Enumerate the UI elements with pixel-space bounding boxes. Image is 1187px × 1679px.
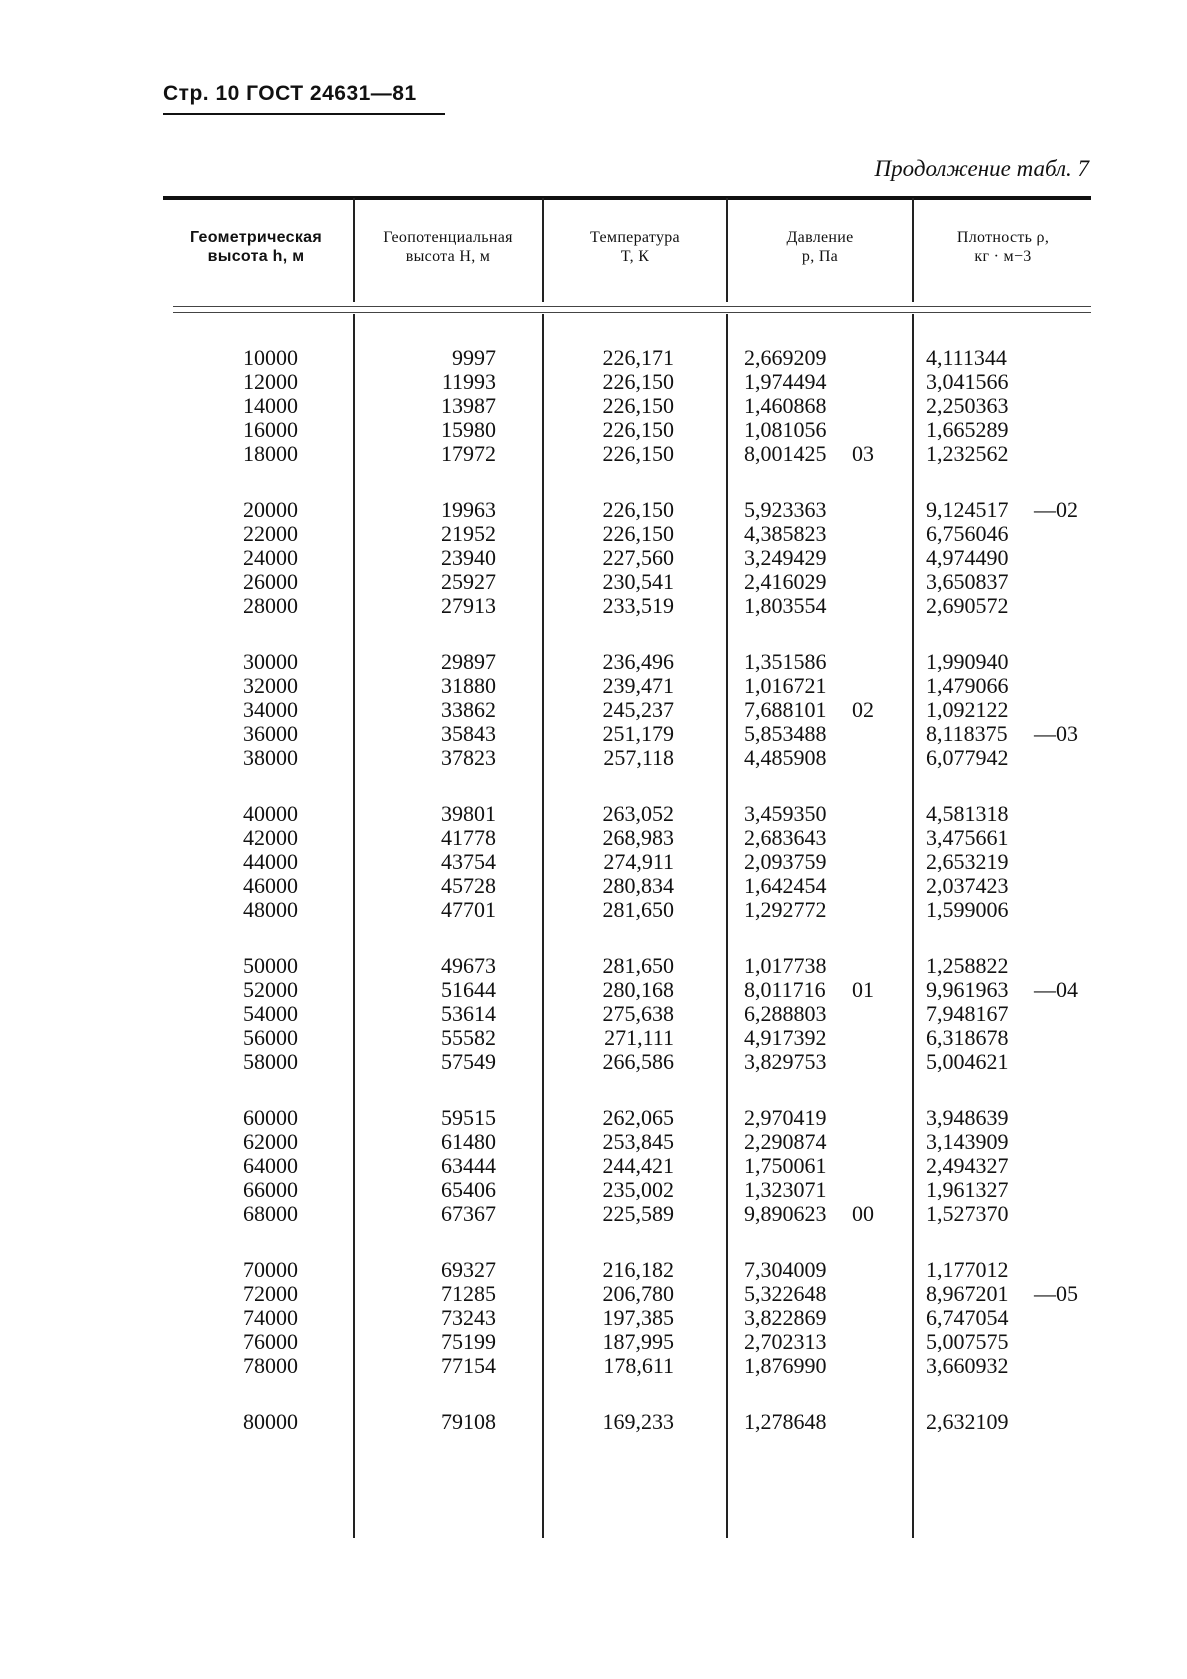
table-cell-rho: 1,258822 <box>926 953 1009 978</box>
table-cell-h: 26000 <box>243 569 298 594</box>
column-header-density <box>915 228 1091 266</box>
table-cell-T: 280,168 <box>602 977 674 1002</box>
table-cell-p: 1,974494 <box>744 369 827 394</box>
table-cell-h: 46000 <box>243 873 298 898</box>
table-cell-T: 274,911 <box>603 849 674 874</box>
table-row <box>0 978 1187 1002</box>
table-top-rule <box>163 196 1091 200</box>
table-cell-T: 281,650 <box>602 953 674 978</box>
table-cell-T: 262,065 <box>602 1105 674 1130</box>
table-cell-H: 71285 <box>441 1281 496 1306</box>
table-cell-rho: 3,650837 <box>926 569 1009 594</box>
table-cell-T: 268,983 <box>602 825 674 850</box>
column-header-line: T, К <box>620 248 650 265</box>
table-cell-p: 4,485908 <box>744 745 827 770</box>
table-cell-H: 27913 <box>441 593 496 618</box>
table-cell-h: 36000 <box>243 721 298 746</box>
table-cell-rho: 2,632109 <box>926 1409 1009 1434</box>
table-cell-H: 59515 <box>441 1105 496 1130</box>
table-row <box>0 850 1187 874</box>
page-header: Стр. 10 ГОСТ 24631—81 <box>163 82 445 115</box>
table-cell-H: 33862 <box>441 697 496 722</box>
table-row <box>0 746 1187 770</box>
table-cell-h: 10000 <box>243 345 298 370</box>
table-cell-T: 244,421 <box>602 1153 674 1178</box>
table-cell-rho: 4,111344 <box>926 345 1007 370</box>
table-row <box>0 874 1187 898</box>
table-row-group <box>0 346 1187 466</box>
table-row-group <box>0 1258 1187 1378</box>
column-header-line: Геометрическая <box>189 229 322 246</box>
table-cell-p: 5,322648 <box>744 1281 827 1306</box>
column-header-line: p, Па <box>801 248 839 265</box>
table-cell-rho: 1,961327 <box>926 1177 1009 1202</box>
table-cell-p: 1,292772 <box>744 897 827 922</box>
table-cell-T: 227,560 <box>602 545 674 570</box>
column-header-line: Температура <box>590 229 680 246</box>
table-row <box>0 1026 1187 1050</box>
table-row <box>0 1050 1187 1074</box>
table-cell-T: 239,471 <box>602 673 674 698</box>
table-row <box>0 802 1187 826</box>
table-cell-rho: 2,250363 <box>926 393 1009 418</box>
table-row <box>0 346 1187 370</box>
table-cell-T: 169,233 <box>602 1409 674 1434</box>
table-cell-p: 6,288803 <box>744 1001 827 1026</box>
table-cell-rho: 1,527370 <box>926 1201 1009 1226</box>
table-cell-p: 1,016721 <box>744 673 827 698</box>
table-cell-h: 52000 <box>243 977 298 1002</box>
table-cell-p: 1,081056 <box>744 417 827 442</box>
table-cell-T: 235,002 <box>602 1177 674 1202</box>
column-divider <box>912 198 914 302</box>
table-cell-T: 251,179 <box>602 721 674 746</box>
column-header-line: высота h, м <box>207 248 305 265</box>
table-cell-h: 20000 <box>243 497 298 522</box>
table-cell-rho: 8,118375 <box>926 721 1008 746</box>
table-cell-H: 23940 <box>441 545 496 570</box>
table-row-group <box>0 1106 1187 1226</box>
table-cell-H: 69327 <box>441 1257 496 1282</box>
column-header-line: высота H, м <box>405 248 491 265</box>
table-cell-h: 18000 <box>243 441 298 466</box>
table-cell-p: 3,459350 <box>744 801 827 826</box>
table-continuation-caption: Продолжение табл. 7 <box>874 156 1089 181</box>
table-cell-rho: 7,948167 <box>926 1001 1009 1026</box>
table-cell-rho: 2,037423 <box>926 873 1009 898</box>
table-cell-T: 226,171 <box>602 345 674 370</box>
table-cell-h: 54000 <box>243 1001 298 1026</box>
table-cell-H: 15980 <box>441 417 496 442</box>
table-row <box>0 954 1187 978</box>
table-cell-H: 77154 <box>441 1353 496 1378</box>
table-cell-rho: 3,948639 <box>926 1105 1009 1130</box>
table-cell-re: —02 <box>1034 497 1078 522</box>
table-cell-pe: 01 <box>852 977 874 1002</box>
table-cell-T: 245,237 <box>602 697 674 722</box>
table-cell-H: 31880 <box>441 673 496 698</box>
table-cell-T: 226,150 <box>602 521 674 546</box>
table-cell-H: 25927 <box>441 569 496 594</box>
table-row <box>0 442 1187 466</box>
table-cell-h: 78000 <box>243 1353 298 1378</box>
column-header-line: Геопотенциальная <box>383 229 513 246</box>
table-row <box>0 370 1187 394</box>
table-cell-H: 17972 <box>441 441 496 466</box>
header-separator-rule <box>173 306 1091 313</box>
table-cell-T: 257,118 <box>603 745 674 770</box>
table-cell-h: 48000 <box>243 897 298 922</box>
table-row <box>0 1002 1187 1026</box>
table-cell-H: 47701 <box>441 897 496 922</box>
column-header-geopotential-height <box>356 228 540 266</box>
table-row <box>0 898 1187 922</box>
table-cell-pe: 00 <box>852 1201 874 1226</box>
column-header-line: кг · м−3 <box>974 248 1032 265</box>
table-cell-T: 187,995 <box>602 1329 674 1354</box>
table-cell-H: 53614 <box>441 1001 496 1026</box>
table-cell-T: 206,780 <box>602 1281 674 1306</box>
table-cell-p: 1,642454 <box>744 873 827 898</box>
table-cell-T: 226,150 <box>602 393 674 418</box>
table-cell-rho: 1,177012 <box>926 1257 1009 1282</box>
table-cell-rho: 6,077942 <box>926 745 1009 770</box>
table-cell-H: 61480 <box>441 1129 496 1154</box>
table-cell-h: 56000 <box>243 1025 298 1050</box>
table-body <box>0 346 1187 1466</box>
table-row <box>0 674 1187 698</box>
column-header-line: Плотность ρ, <box>956 229 1050 246</box>
table-cell-rho: 1,092122 <box>926 697 1009 722</box>
table-row <box>0 570 1187 594</box>
table-cell-rho: 1,479066 <box>926 673 1009 698</box>
table-cell-p: 2,093759 <box>744 849 827 874</box>
table-cell-T: 197,385 <box>602 1305 674 1330</box>
table-cell-h: 34000 <box>243 697 298 722</box>
table-cell-T: 266,586 <box>602 1049 674 1074</box>
table-cell-p: 2,669209 <box>744 345 827 370</box>
table-cell-H: 9997 <box>452 345 496 370</box>
table-row <box>0 546 1187 570</box>
table-cell-rho: 2,653219 <box>926 849 1009 874</box>
table-cell-rho: 1,990940 <box>926 649 1009 674</box>
table-cell-h: 38000 <box>243 745 298 770</box>
table-cell-pe: 02 <box>852 697 874 722</box>
table-cell-rho: 3,475661 <box>926 825 1009 850</box>
table-cell-h: 50000 <box>243 953 298 978</box>
table-cell-h: 28000 <box>243 593 298 618</box>
table-cell-rho: 8,967201 <box>926 1281 1009 1306</box>
table-cell-p: 4,385823 <box>744 521 827 546</box>
table-cell-H: 45728 <box>441 873 496 898</box>
table-row-group <box>0 498 1187 618</box>
table-row <box>0 1330 1187 1354</box>
table-cell-H: 11993 <box>441 369 496 394</box>
table-cell-p: 1,278648 <box>744 1409 827 1434</box>
table-cell-H: 63444 <box>441 1153 496 1178</box>
table-cell-h: 24000 <box>243 545 298 570</box>
table-cell-h: 60000 <box>243 1105 298 1130</box>
table-cell-H: 29897 <box>441 649 496 674</box>
table-cell-rho: 9,961963 <box>926 977 1009 1002</box>
table-row <box>0 1306 1187 1330</box>
table-row <box>0 1354 1187 1378</box>
table-cell-p: 4,917392 <box>744 1025 827 1050</box>
table-cell-rho: 4,581318 <box>926 801 1009 826</box>
table-row <box>0 418 1187 442</box>
table-cell-p: 5,923363 <box>744 497 827 522</box>
table-row <box>0 1282 1187 1306</box>
table-row-group <box>0 954 1187 1074</box>
table-cell-H: 35843 <box>441 721 496 746</box>
table-cell-rho: 2,494327 <box>926 1153 1009 1178</box>
table-cell-p: 2,683643 <box>744 825 827 850</box>
table-cell-h: 68000 <box>243 1201 298 1226</box>
table-cell-p: 3,829753 <box>744 1049 827 1074</box>
table-cell-p: 1,017738 <box>744 953 827 978</box>
table-cell-T: 216,182 <box>602 1257 674 1282</box>
table-row-group <box>0 650 1187 770</box>
table-cell-h: 42000 <box>243 825 298 850</box>
table-cell-rho: 1,232562 <box>926 441 1009 466</box>
table-cell-H: 37823 <box>441 745 496 770</box>
table-cell-rho: 2,690572 <box>926 593 1009 618</box>
table-cell-rho: 6,747054 <box>926 1305 1009 1330</box>
table-cell-p: 1,750061 <box>744 1153 827 1178</box>
table-cell-T: 271,111 <box>604 1025 674 1050</box>
table-cell-H: 75199 <box>441 1329 496 1354</box>
table-cell-h: 44000 <box>243 849 298 874</box>
table-cell-T: 230,541 <box>602 569 674 594</box>
table-cell-T: 226,150 <box>602 369 674 394</box>
table-cell-p: 8,001425 <box>744 441 827 466</box>
table-row <box>0 722 1187 746</box>
table-cell-rho: 5,004621 <box>926 1049 1009 1074</box>
table-cell-T: 263,052 <box>602 801 674 826</box>
table-cell-rho: 5,007575 <box>926 1329 1009 1354</box>
table-cell-H: 79108 <box>441 1409 496 1434</box>
table-cell-T: 253,845 <box>602 1129 674 1154</box>
table-cell-H: 41778 <box>441 825 496 850</box>
table-cell-h: 70000 <box>243 1257 298 1282</box>
column-header-geometric-height <box>163 228 349 266</box>
table-cell-h: 30000 <box>243 649 298 674</box>
table-cell-p: 9,890623 <box>744 1201 827 1226</box>
table-cell-re: —03 <box>1034 721 1078 746</box>
table-cell-H: 67367 <box>441 1201 496 1226</box>
table-cell-p: 2,702313 <box>744 1329 827 1354</box>
table-cell-h: 64000 <box>243 1153 298 1178</box>
column-divider <box>726 198 728 302</box>
table-row <box>0 826 1187 850</box>
table-row <box>0 1258 1187 1282</box>
table-cell-rho: 6,756046 <box>926 521 1009 546</box>
table-cell-T: 233,519 <box>602 593 674 618</box>
table-cell-rho: 3,041566 <box>926 369 1009 394</box>
table-cell-T: 226,150 <box>602 417 674 442</box>
table-row <box>0 1410 1187 1434</box>
table-cell-p: 2,970419 <box>744 1105 827 1130</box>
table-cell-p: 1,460868 <box>744 393 827 418</box>
table-cell-T: 226,150 <box>602 441 674 466</box>
column-divider <box>353 198 355 302</box>
column-header-pressure <box>729 228 911 266</box>
table-cell-re: —05 <box>1034 1281 1078 1306</box>
table-cell-pe: 03 <box>852 441 874 466</box>
table-cell-h: 72000 <box>243 1281 298 1306</box>
table-cell-rho: 4,974490 <box>926 545 1009 570</box>
column-header-line: Давление <box>786 229 854 246</box>
table-cell-rho: 3,660932 <box>926 1353 1009 1378</box>
table-cell-p: 1,351586 <box>744 649 827 674</box>
table-cell-H: 51644 <box>441 977 496 1002</box>
table-row <box>0 522 1187 546</box>
table-row-group <box>0 1410 1187 1434</box>
table-cell-H: 13987 <box>441 393 496 418</box>
table-cell-h: 14000 <box>243 393 298 418</box>
table-cell-T: 226,150 <box>602 497 674 522</box>
table-row <box>0 1178 1187 1202</box>
table-cell-h: 76000 <box>243 1329 298 1354</box>
table-cell-H: 73243 <box>441 1305 496 1330</box>
table-cell-p: 3,249429 <box>744 545 827 570</box>
table-cell-H: 65406 <box>441 1177 496 1202</box>
table-cell-H: 43754 <box>441 849 496 874</box>
table-cell-p: 7,688101 <box>744 697 827 722</box>
table-cell-p: 2,416029 <box>744 569 827 594</box>
table-cell-h: 12000 <box>243 369 298 394</box>
table-cell-h: 74000 <box>243 1305 298 1330</box>
table-cell-re: —04 <box>1034 977 1078 1002</box>
table-cell-H: 49673 <box>441 953 496 978</box>
table-cell-h: 58000 <box>243 1049 298 1074</box>
table-cell-h: 80000 <box>243 1409 298 1434</box>
table-row-group <box>0 802 1187 922</box>
table-cell-T: 275,638 <box>602 1001 674 1026</box>
table-cell-h: 16000 <box>243 417 298 442</box>
table-cell-p: 1,876990 <box>744 1353 827 1378</box>
table-cell-p: 5,853488 <box>744 721 827 746</box>
table-cell-p: 1,803554 <box>744 593 827 618</box>
table-row <box>0 1106 1187 1130</box>
table-row <box>0 1130 1187 1154</box>
table-cell-rho: 1,665289 <box>926 417 1009 442</box>
table-cell-T: 281,650 <box>602 897 674 922</box>
column-divider <box>542 198 544 302</box>
table-cell-rho: 3,143909 <box>926 1129 1009 1154</box>
table-row <box>0 698 1187 722</box>
table-cell-H: 57549 <box>441 1049 496 1074</box>
table-row <box>0 594 1187 618</box>
table-cell-rho: 6,318678 <box>926 1025 1009 1050</box>
table-cell-H: 19963 <box>441 497 496 522</box>
table-cell-H: 21952 <box>441 521 496 546</box>
table-cell-H: 55582 <box>441 1025 496 1050</box>
column-header-temperature <box>545 228 725 266</box>
table-row <box>0 498 1187 522</box>
table-cell-T: 280,834 <box>602 873 674 898</box>
table-cell-p: 2,290874 <box>744 1129 827 1154</box>
table-cell-h: 40000 <box>243 801 298 826</box>
table-cell-p: 7,304009 <box>744 1257 827 1282</box>
table-row <box>0 1202 1187 1226</box>
table-cell-rho: 9,124517 <box>926 497 1009 522</box>
table-row <box>0 394 1187 418</box>
table-cell-rho: 1,599006 <box>926 897 1009 922</box>
table-cell-p: 3,822869 <box>744 1305 827 1330</box>
table-cell-T: 225,589 <box>602 1201 674 1226</box>
table-cell-p: 1,323071 <box>744 1177 827 1202</box>
table-cell-H: 39801 <box>441 801 496 826</box>
table-cell-h: 22000 <box>243 521 298 546</box>
table-cell-T: 236,496 <box>602 649 674 674</box>
table-cell-h: 66000 <box>243 1177 298 1202</box>
table-row <box>0 650 1187 674</box>
table-cell-p: 8,011716 <box>744 977 826 1002</box>
table-cell-h: 62000 <box>243 1129 298 1154</box>
table-cell-h: 32000 <box>243 673 298 698</box>
table-cell-T: 178,611 <box>603 1353 674 1378</box>
table-row <box>0 1154 1187 1178</box>
